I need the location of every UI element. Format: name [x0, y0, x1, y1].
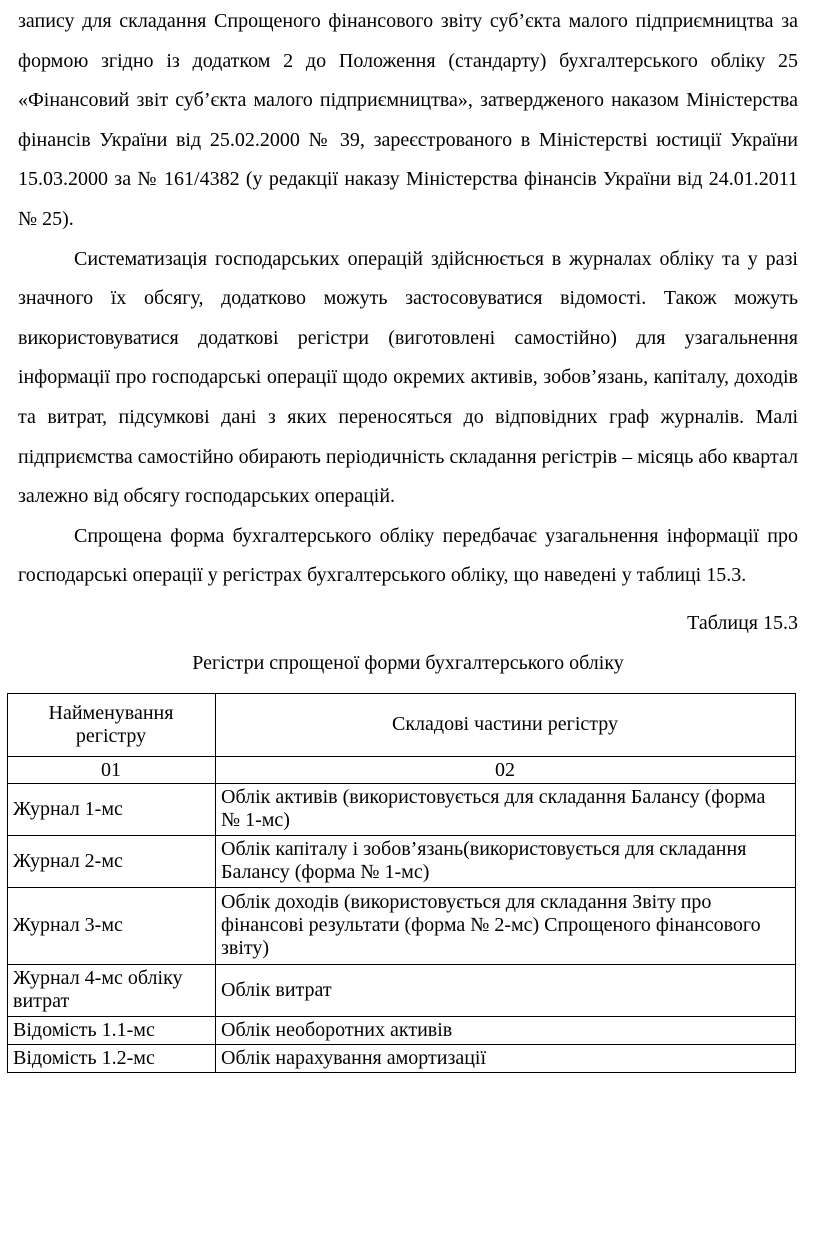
table-row	[8, 964, 796, 1016]
column-number-1: 01	[8, 756, 216, 783]
paragraph-systematization: Систематизація господарських операцій здійснюється в журналах обліку та у разі значного їх обсягу, додатково можуть застосовуватися відомості. Також можуть використовуватися додаткові регістри (виготовлені самостійно) для узагальнення інформації про господарські операції щодо окремих активів, зобов’язань, капіталу, доходів та витрат, підсумкові дані з яких переносяться до відповідних граф журналів. Малі підприємства самостійно обирають періодичність складання регістрів – місяць або квартал залежно від обсягу господарських операцій.	[18, 247, 798, 508]
table-title: Регістри спрощеної форми бухгалтерського обліку	[192, 651, 624, 674]
column-number-2: 02	[216, 756, 796, 783]
register-parts: Облік витрат	[216, 964, 796, 1016]
paragraph-simplified-form: Спрощена форма бухгалтерського обліку передбачає узагальнення інформації про господарські операції у регістрах бухгалтерського обліку, що наведені у таблиці 15.3.	[18, 524, 798, 587]
registers-table	[7, 693, 796, 1073]
register-name: Журнал 1-мс	[8, 783, 216, 835]
table-row	[8, 887, 796, 964]
register-name: Журнал 3-мс	[8, 887, 216, 964]
register-parts: Облік доходів (використовується для складання Звіту про фінансові результати (форма № 2-мс) Спрощеного фінансового звіту)	[216, 887, 796, 964]
register-name: Журнал 4-мс обліку витрат	[8, 964, 216, 1016]
register-parts: Облік необоротних активів	[216, 1016, 796, 1044]
register-name: Відомість 1.1-мс	[8, 1016, 216, 1044]
table-header-row	[8, 693, 796, 756]
header-register-name: Найменування регістру	[8, 693, 216, 756]
register-name: Журнал 2-мс	[8, 835, 216, 887]
register-parts: Облік активів (використовується для складання Балансу (форма № 1-мс)	[216, 783, 796, 835]
document-page	[13, 0, 798, 1073]
table-row	[8, 1016, 796, 1044]
register-name: Відомість 1.2-мс	[8, 1044, 216, 1072]
register-parts: Облік капіталу і зобов’язань(використовується для складання Балансу (форма № 1-мс)	[216, 835, 796, 887]
table-row	[8, 1044, 796, 1072]
table-caption: Таблиця 15.3	[687, 611, 798, 634]
paragraph-continuation: запису для складання Спрощеного фінансового звіту суб’єкта малого підприємництва за формою згідно із додатком 2 до Положення (стандарту) бухгалтерського обліку 25 «Фінансовий звіт суб’єкта малого підприємництва», затвердженого наказом Міністерства фінансів України від 25.02.2000 № 39, зареєстрованого в Міністерстві юстиції України 15.03.2000 за № 161/4382 (у редакції наказу Міністерства фінансів України від 24.01.2011 № 25).	[18, 10, 798, 230]
table-number-row	[8, 756, 796, 783]
register-parts: Облік нарахування амортизації	[216, 1044, 796, 1072]
header-register-parts: Складові частини регістру	[216, 693, 796, 756]
table-row	[8, 783, 796, 835]
table-row	[8, 835, 796, 887]
